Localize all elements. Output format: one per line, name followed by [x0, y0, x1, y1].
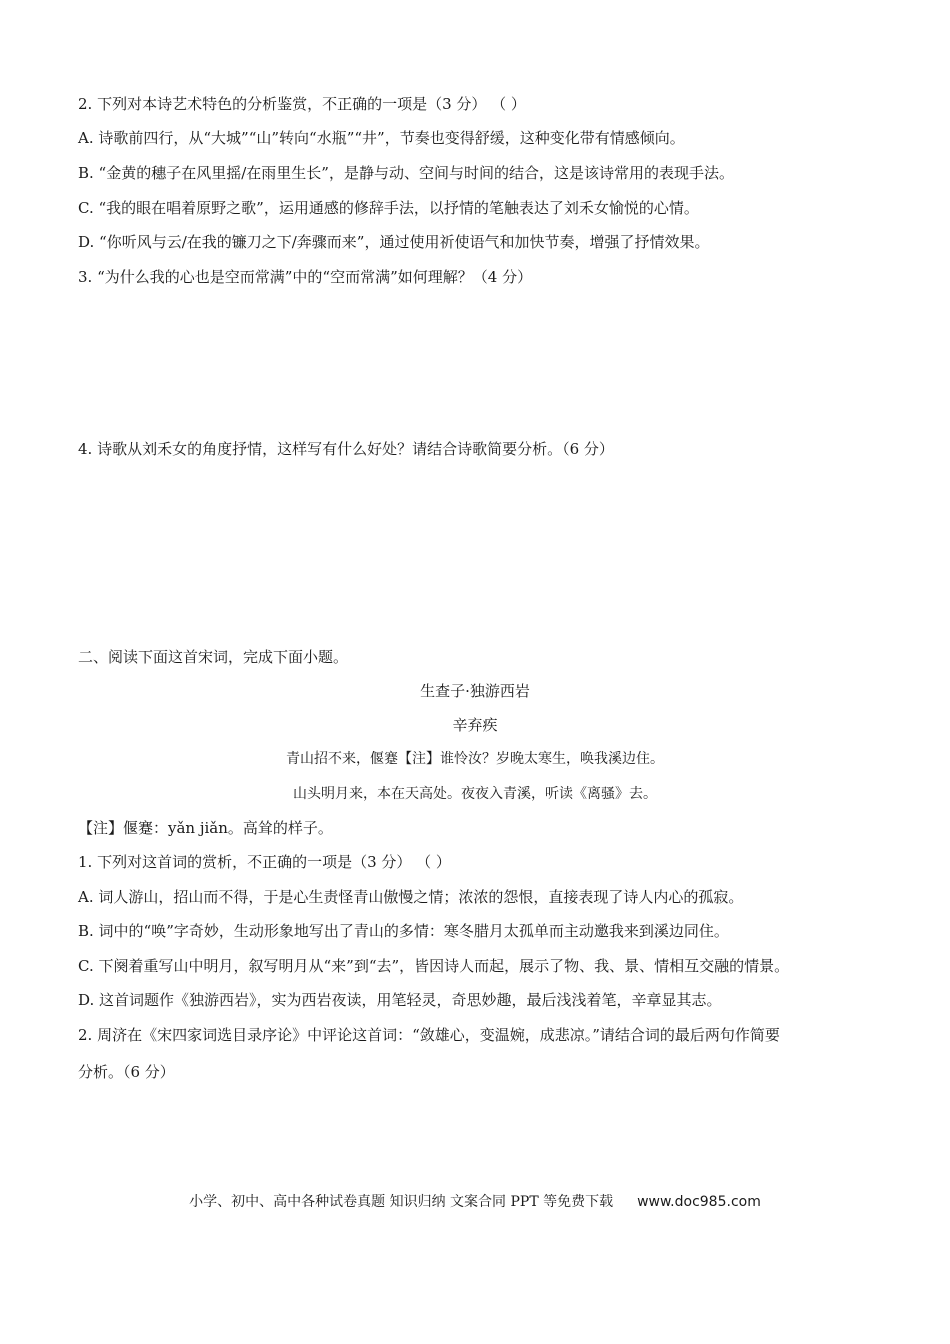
p2q1-option-d: D. 这首词题作《独游西岩》，实为西岩夜读，用笔轻灵，奇思妙趣，最后浅浅着笔，辛章显其志。	[78, 991, 722, 1009]
p2q1-option-c: C. 下阕着重写山中明月，叙写明月从“来”到“去”，皆因诗人而起，展示了物、我、景、情相互交融的情景。	[78, 957, 790, 975]
q2-option-b: B. “金黄的穗子在风里摇/在雨里生长”，是静与动、空间与时间的结合，这是该诗常用的表现手法。	[78, 164, 734, 182]
q2-option-c: C. “我的眼在唱着原野之歌”，运用通感的修辞手法，以抒情的笔触表达了刘禾女愉悦的心情。	[78, 199, 699, 217]
p2q2-line-2: 分析。（6 分）	[78, 1063, 175, 1081]
p2q1-stem: 1. 下列对这首词的赏析，不正确的一项是（3 分） （ ）	[78, 853, 451, 871]
poem-line-1: 青山招不来，偃蹇【注】谁怜汝？岁晚太寒生，唤我溪边住。	[286, 751, 664, 767]
footer-text: 小学、初中、高中各种试卷真题 知识归纳 文案合同 PPT 等免费下载	[189, 1194, 614, 1210]
q2-option-d: D. “你听风与云/在我的镰刀之下/奔骤而来”，通过使用祈使语气和加快节奏，增强了抒情效果。	[78, 233, 710, 251]
part1-question-4: 4. 诗歌从刘禾女的角度抒情，这样写有什么好处？请结合诗歌简要分析。（6 分）	[78, 440, 614, 458]
part1-question-3: 3. “为什么我的心也是空而常满”中的“空而常满”如何理解？（4 分）	[78, 268, 533, 286]
poem-author: 辛弃疾	[452, 716, 498, 734]
poem-line-2: 山头明月来，本在天高处。夜夜入青溪，听读《离骚》去。	[293, 786, 657, 802]
part2-heading: 二、阅读下面这首宋词，完成下面小题。	[78, 648, 349, 666]
poem-note: 【注】偃蹇：yǎn jiǎn。高耸的样子。	[78, 819, 333, 837]
p2q1-option-a: A. 词人游山，招山而不得，于是心生责怪青山傲慢之情；浓浓的怨恨，直接表现了诗人内心的孤寂。	[78, 888, 744, 906]
q2-option-a: A. 诗歌前四行，从“大城”“山”转向“水瓶”“井”，节奏也变得舒缓，这种变化带有情感倾向。	[78, 129, 685, 147]
footer	[0, 1192, 950, 1212]
p2q2-line-1: 2. 周济在《宋四家词选目录序论》中评论这首词：“敛雄心，变温婉，成悲凉。”请结合词的最后两句作简要	[78, 1026, 780, 1044]
poem-title: 生查子·独游西岩	[420, 682, 530, 700]
q2-stem: 2. 下列对本诗艺术特色的分析鉴赏，不正确的一项是（3 分） （ ）	[78, 95, 526, 113]
footer-url[interactable]: www.doc985.com	[637, 1194, 761, 1210]
p2q1-option-b: B. 词中的“唤”字奇妙，生动形象地写出了青山的多情：寒冬腊月太孤单而主动邀我来到溪边同住。	[78, 922, 729, 940]
